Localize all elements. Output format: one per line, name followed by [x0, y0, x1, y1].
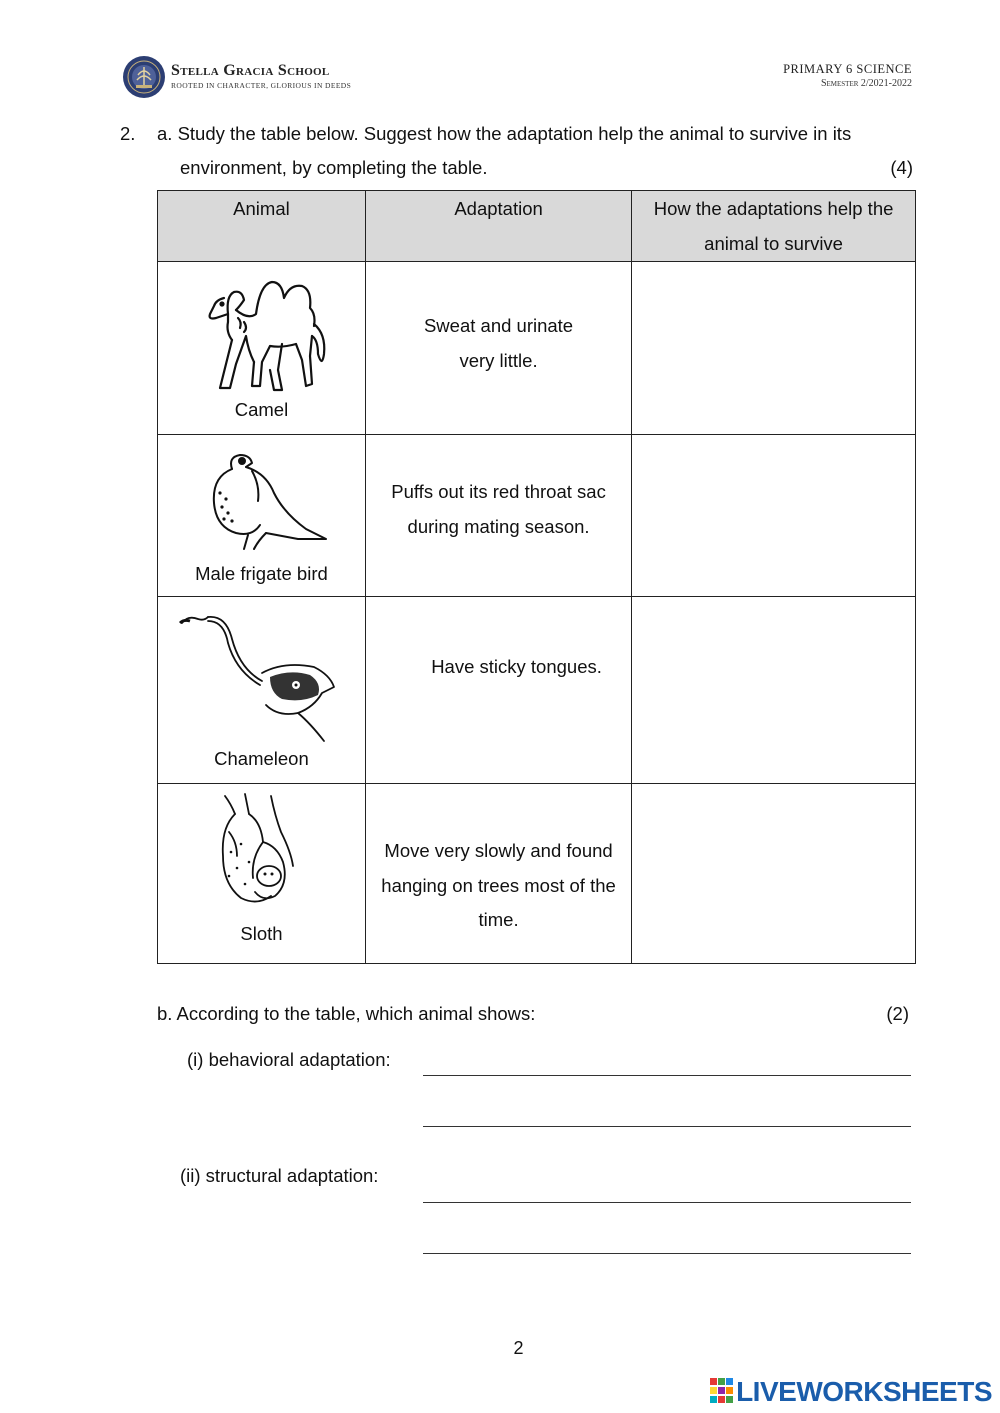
- animal-cell-chameleon: [158, 597, 366, 784]
- behavioral-answer-line-1[interactable]: [423, 1075, 911, 1076]
- table-row: [158, 262, 916, 435]
- answer-cell[interactable]: [632, 784, 916, 964]
- adaptation-cell: [365, 784, 631, 964]
- behavioral-adaptation-label: (i) behavioral adaptation:: [187, 1049, 391, 1070]
- answer-cell[interactable]: [632, 435, 916, 597]
- answer-cell[interactable]: [632, 262, 916, 435]
- school-logo: [122, 55, 166, 99]
- header-adaptation: Adaptation: [365, 191, 631, 262]
- adaptation-table: [157, 190, 916, 964]
- sloth-illustration: [201, 792, 321, 912]
- adaptation-cell: [365, 435, 631, 597]
- header-how-help: [632, 191, 916, 262]
- animal-cell-camel: [158, 262, 366, 435]
- frigate-bird-illustration: [186, 449, 336, 559]
- answer-cell[interactable]: [632, 597, 916, 784]
- adaptation-text: Move very slowly and found hanging on trees most of the time.: [381, 840, 616, 930]
- animal-name: Male frigate bird: [195, 563, 328, 584]
- table-header-row: [158, 191, 916, 262]
- school-name: Stella Gracia School: [171, 62, 330, 79]
- question-b-prompt: b. According to the table, which animal shows:: [157, 1003, 536, 1024]
- adaptation-cell: [365, 597, 631, 784]
- adaptation-text: Have sticky tongues.: [431, 656, 602, 677]
- adaptation-text: Sweat and urinate very little.: [423, 315, 574, 371]
- header-animal: Animal: [158, 191, 366, 262]
- semester-label: Semester 2/2021-2022: [820, 78, 912, 89]
- structural-answer-line-2[interactable]: [423, 1253, 911, 1254]
- behavioral-answer-line-2[interactable]: [423, 1126, 911, 1127]
- question-b-marks: (2): [886, 1003, 909, 1024]
- table-row: [158, 597, 916, 784]
- animal-name: Camel: [234, 399, 289, 420]
- animal-name: Sloth: [240, 923, 283, 944]
- liveworksheets-icon: [710, 1378, 734, 1411]
- adaptation-cell: [365, 262, 631, 435]
- animal-name: Chameleon: [214, 748, 309, 769]
- structural-adaptation-label: (ii) structural adaptation:: [180, 1165, 379, 1186]
- school-motto: ROOTED IN CHARACTER, GLORIOUS IN DEEDS: [171, 81, 352, 90]
- animal-cell-sloth: [158, 784, 366, 964]
- header-how-help-text: How the adaptations help the animal to survive: [653, 198, 894, 254]
- chameleon-illustration: [174, 609, 354, 749]
- table-row: [158, 784, 916, 964]
- animal-cell-frigate-bird: [158, 435, 366, 597]
- structural-answer-line-1[interactable]: [423, 1202, 911, 1203]
- camel-illustration: [186, 274, 336, 404]
- question-a-line1: a. Study the table below. Suggest how the adaptation help the animal to survive in its: [157, 123, 852, 144]
- liveworksheets-text: LIVEWORKSHEETS: [736, 1376, 992, 1407]
- question-a-marks: (4): [890, 157, 913, 178]
- adaptation-text: Puffs out its red throat sac during mating season.: [391, 481, 606, 537]
- question-number: 2.: [120, 123, 136, 144]
- subject-title: PRIMARY 6 SCIENCE: [783, 62, 912, 76]
- question-a-line2: environment, by completing the table.: [180, 157, 488, 178]
- table-row: [158, 435, 916, 597]
- liveworksheets-logo[interactable]: [710, 1376, 992, 1411]
- page-number: 2: [513, 1338, 524, 1358]
